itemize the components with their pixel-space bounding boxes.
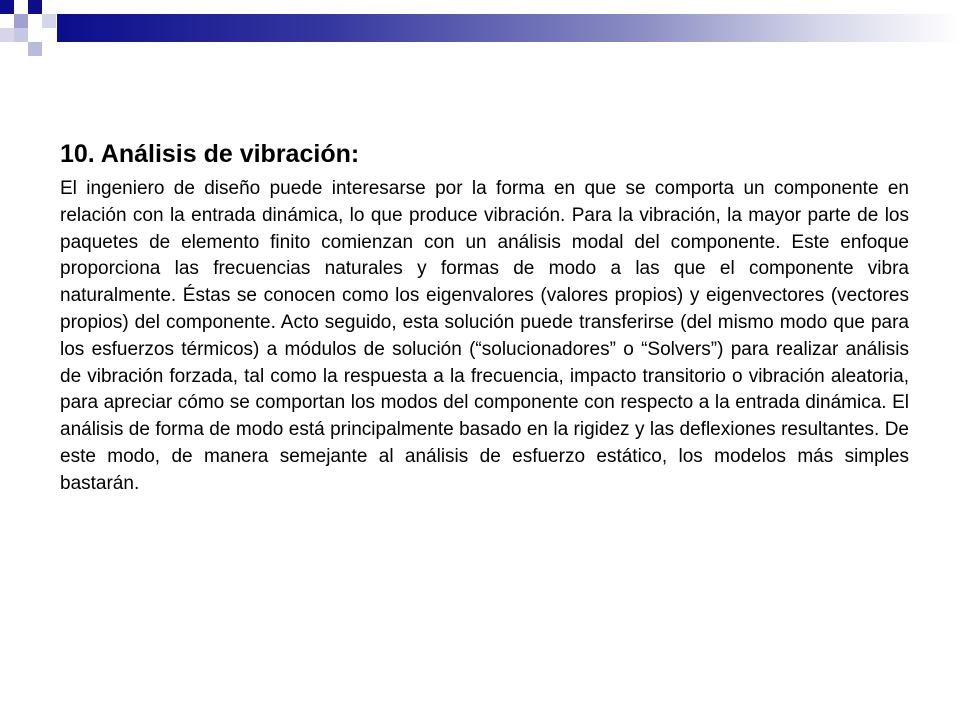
decorative-square (14, 14, 28, 28)
slide-title: 10. Análisis de vibración: (60, 140, 360, 168)
slide-body-text: El ingeniero de diseño puede interesarse por la forma en que se comporta un componente en relación con la entrada dinámica, lo que produce vibración. Para la vibración, la mayor parte de los paquetes de elemento finito comienzan con un análisis modal del componente. Este enfoque proporciona las frecuencias naturales y formas de modo a las que el componente vibra naturalmente. Éstas se conocen como los eigenvalores (valores propios) y eigenvectores (vectores propios) del componente. Acto seguido, esta solución puede transferirse (del mismo modo que para los esfuerzos térmicos) a módulos de solución (“solucionadores” o “Solvers”) para realizar análisis de vibración forzada, tal como la respuesta a la frecuencia, impacto transitorio o vibración aleatoria, para apreciar cómo se comportan los modos del componente con respecto a la entrada dinámica. El análisis de forma de modo está principalmente basado en la rigidez y las deflexiones resultantes. De este modo, de manera semejante al análisis de esfuerzo estático, los modelos más simples bastarán. (60, 178, 909, 494)
decorative-square (28, 0, 42, 14)
decorative-square (28, 28, 42, 42)
decorative-square (42, 14, 56, 28)
decorative-square (0, 28, 14, 42)
decorative-square (0, 14, 14, 28)
decorative-square (28, 42, 42, 56)
decorative-square (0, 0, 14, 14)
decorative-square (14, 28, 28, 42)
decorative-square (42, 0, 56, 14)
header-gradient-bar (57, 14, 960, 42)
